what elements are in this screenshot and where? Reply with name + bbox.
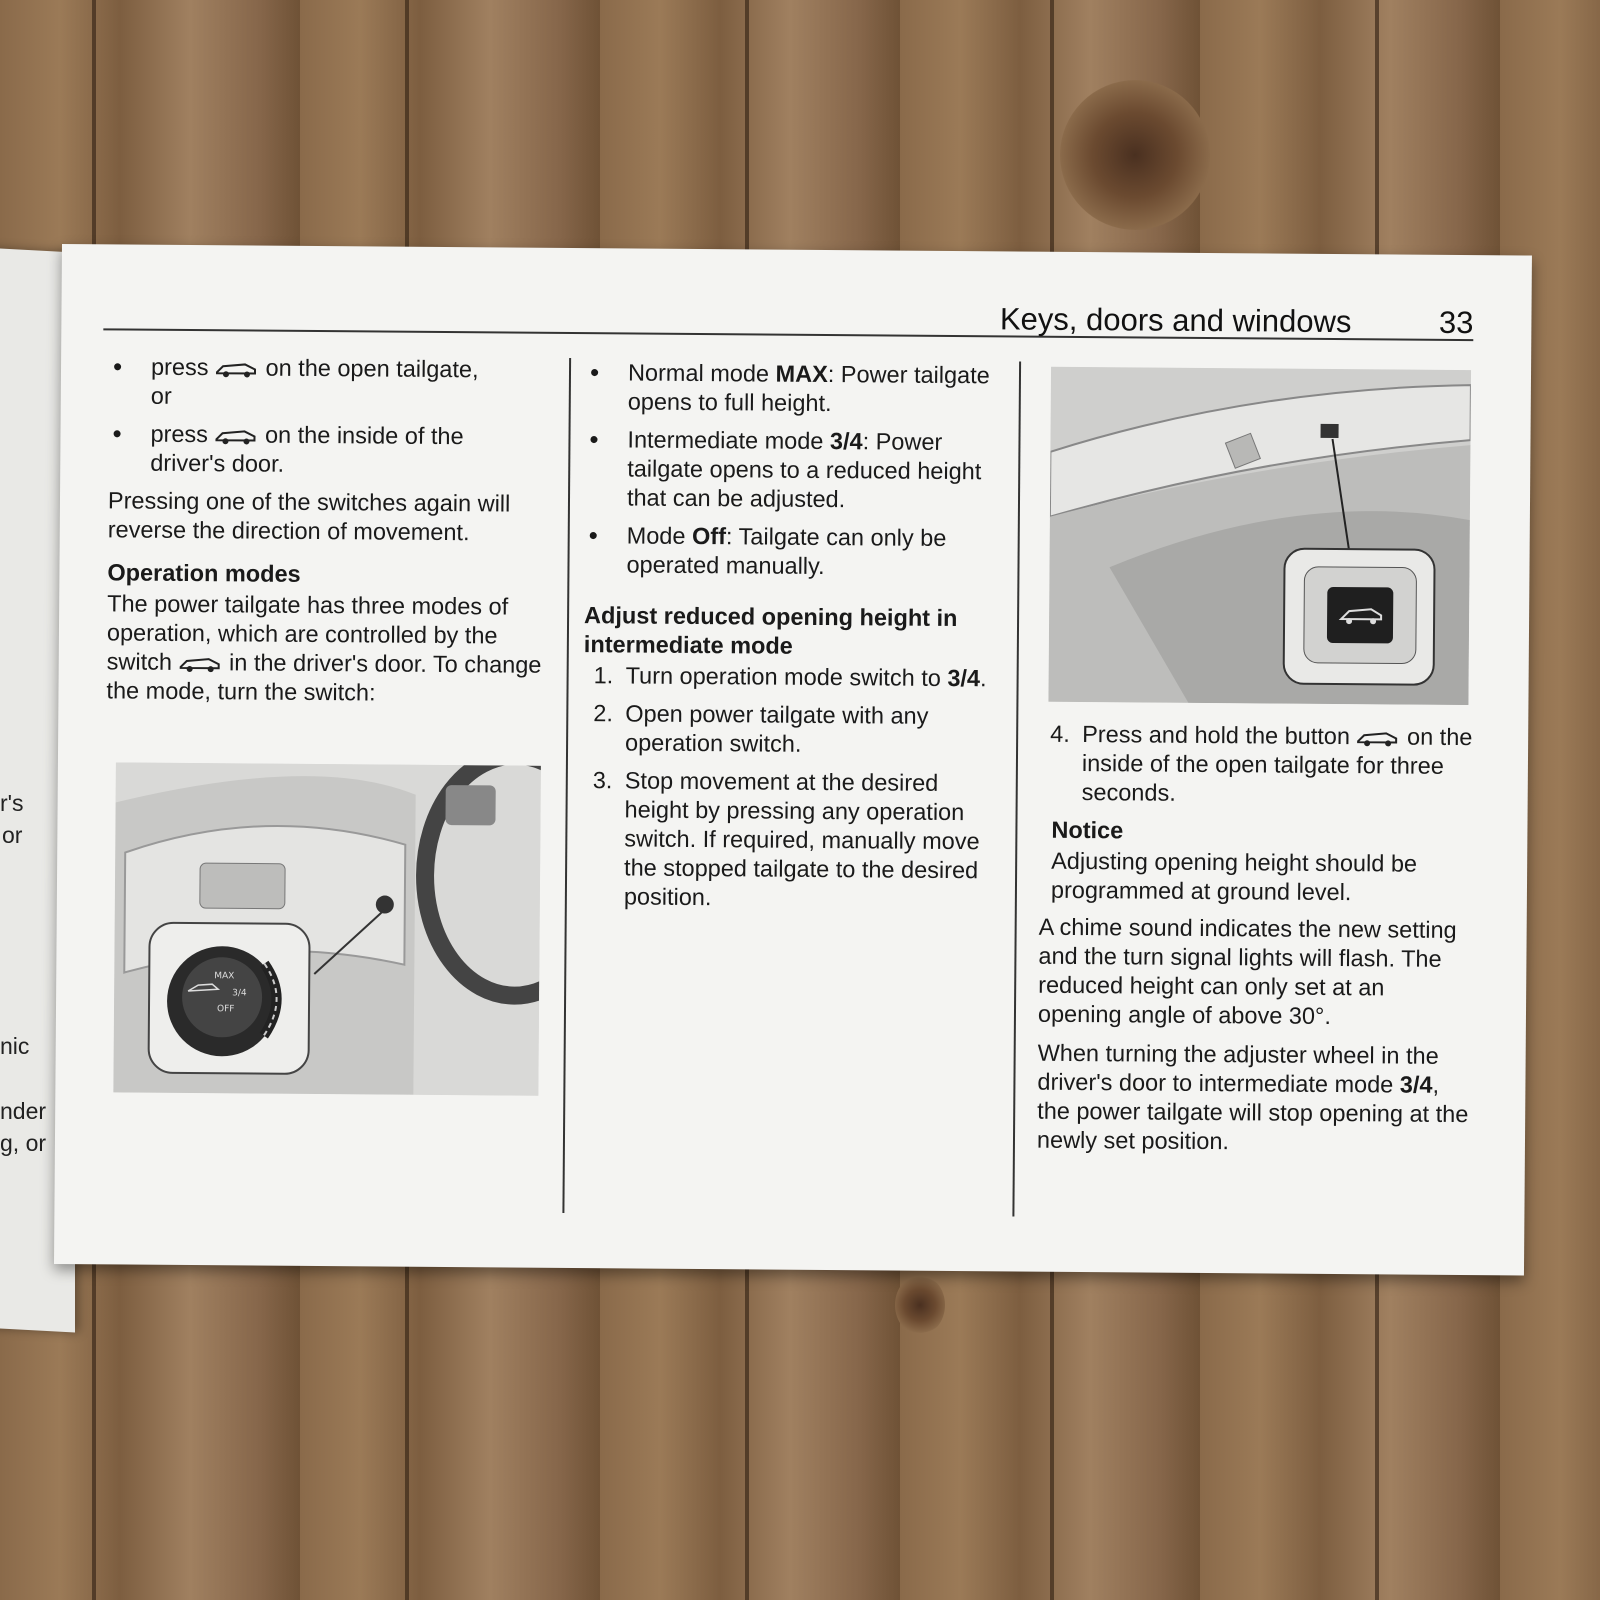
step-text: on the inside of the open tailgate for three seconds. <box>1081 723 1473 806</box>
step-bold: 3/4 <box>947 664 981 692</box>
switch-label-max: MAX <box>214 971 235 982</box>
mode-text: : Power tailgate opens to full height. <box>627 361 990 417</box>
tailgate-illustration <box>1048 367 1471 705</box>
step-item <box>584 661 1004 693</box>
column-1 <box>106 352 549 708</box>
mode-label: 3/4 <box>829 428 863 455</box>
left-page-fragment: or <box>2 822 23 848</box>
paragraph: Pressing one of the switches again will reverse the direction of movement. <box>107 487 511 546</box>
tailgate-button-figure <box>1048 367 1471 705</box>
body-text: in the driver's door. To change the mode, turn the switch: <box>106 649 542 706</box>
step-text: Open power tailgate with any operation switch. <box>625 700 929 757</box>
paragraph <box>1037 1039 1473 1158</box>
mode-item <box>586 358 1006 419</box>
wood-knot <box>895 1275 945 1335</box>
switch-label-off: OFF <box>216 1004 235 1015</box>
mode-text: Intermediate mode <box>627 426 831 455</box>
body-bold: 3/4 <box>1399 1071 1433 1098</box>
mode-label: Off <box>691 522 727 550</box>
column-2 <box>582 358 1006 923</box>
step-number: 1. <box>593 662 614 689</box>
car-tailgate-icon <box>215 360 259 378</box>
column-divider <box>1012 362 1021 1217</box>
car-tailgate-icon <box>1356 729 1400 747</box>
step-item <box>1040 720 1476 810</box>
mode-text: : Tailgate can only be operated manually. <box>626 523 947 579</box>
step-text: . <box>979 665 987 692</box>
notice-heading: Notice <box>1051 816 1124 844</box>
step-item <box>583 699 1003 760</box>
switch-label-3-4: 3/4 <box>232 988 247 999</box>
left-page-fragment: r's <box>0 790 24 816</box>
step-text: Turn operation mode switch to <box>625 662 948 691</box>
step-text: Press and hold the button <box>1082 721 1351 750</box>
body-text: , the power tailgate will stop opening at the newly set position. <box>1036 1071 1469 1155</box>
paragraph: A chime sound indicates the new setting and the turn signal lights will flash. The reduced height can only set at an opening angle of above 30°. <box>1037 913 1457 1029</box>
mode-text: Normal mode <box>627 359 776 387</box>
manual-page <box>54 244 1532 1276</box>
bullet-text: driver's door. <box>150 449 285 477</box>
car-tailgate-icon <box>214 427 258 445</box>
paragraph <box>106 589 547 708</box>
notice-text: Adjusting opening height should be programmed at ground level. <box>1050 847 1418 906</box>
step-number: 3. <box>592 767 613 794</box>
bullet-text: on the inside of the <box>264 421 464 450</box>
driver-door-switch-figure <box>113 762 541 1095</box>
list-item <box>109 352 549 413</box>
mode-item <box>584 521 1004 582</box>
heading-operation-modes: Operation modes <box>107 559 301 587</box>
left-page-fragment: g, or <box>0 1130 47 1156</box>
driver-door-illustration <box>113 762 541 1095</box>
mode-label: MAX <box>775 360 828 388</box>
column-divider <box>562 358 571 1213</box>
step-text: Stop movement at the desired height by pressing any operation switch. If required, manually move the stopped tailgate to the desired position. <box>623 767 980 911</box>
list-item <box>108 419 548 480</box>
wood-knot <box>1060 80 1210 230</box>
mode-item <box>585 425 1006 515</box>
bullet-text: press <box>150 353 209 381</box>
column-3 <box>1037 720 1475 1168</box>
step-number: 4. <box>1050 720 1070 747</box>
body-text: When turning the adjuster wheel in the driver's door to intermediate mode <box>1037 1039 1439 1098</box>
body-text: The power tailgate has three modes of operation, which are controlled by the switch <box>106 590 509 675</box>
bullet-text: press <box>150 420 209 448</box>
car-tailgate-icon <box>178 655 222 673</box>
notice-box <box>1039 816 1475 908</box>
page-header <box>103 288 1473 341</box>
left-page-fragment: nder <box>0 1098 47 1124</box>
mode-text: Mode <box>626 522 693 549</box>
step-item <box>582 766 1003 914</box>
mode-text: : Power tailgate opens to a reduced height that can be adjusted. <box>626 428 982 513</box>
step-number: 2. <box>593 700 614 727</box>
left-page-fragment: nic <box>0 1033 30 1059</box>
section-title: Keys, doors and windows <box>999 301 1352 340</box>
heading-adjust-height: Adjust reduced opening height in intermediate mode <box>583 602 958 659</box>
bullet-text: or <box>150 382 172 409</box>
page-number: 33 <box>1438 304 1474 341</box>
bullet-text: on the open tailgate, <box>265 354 479 383</box>
